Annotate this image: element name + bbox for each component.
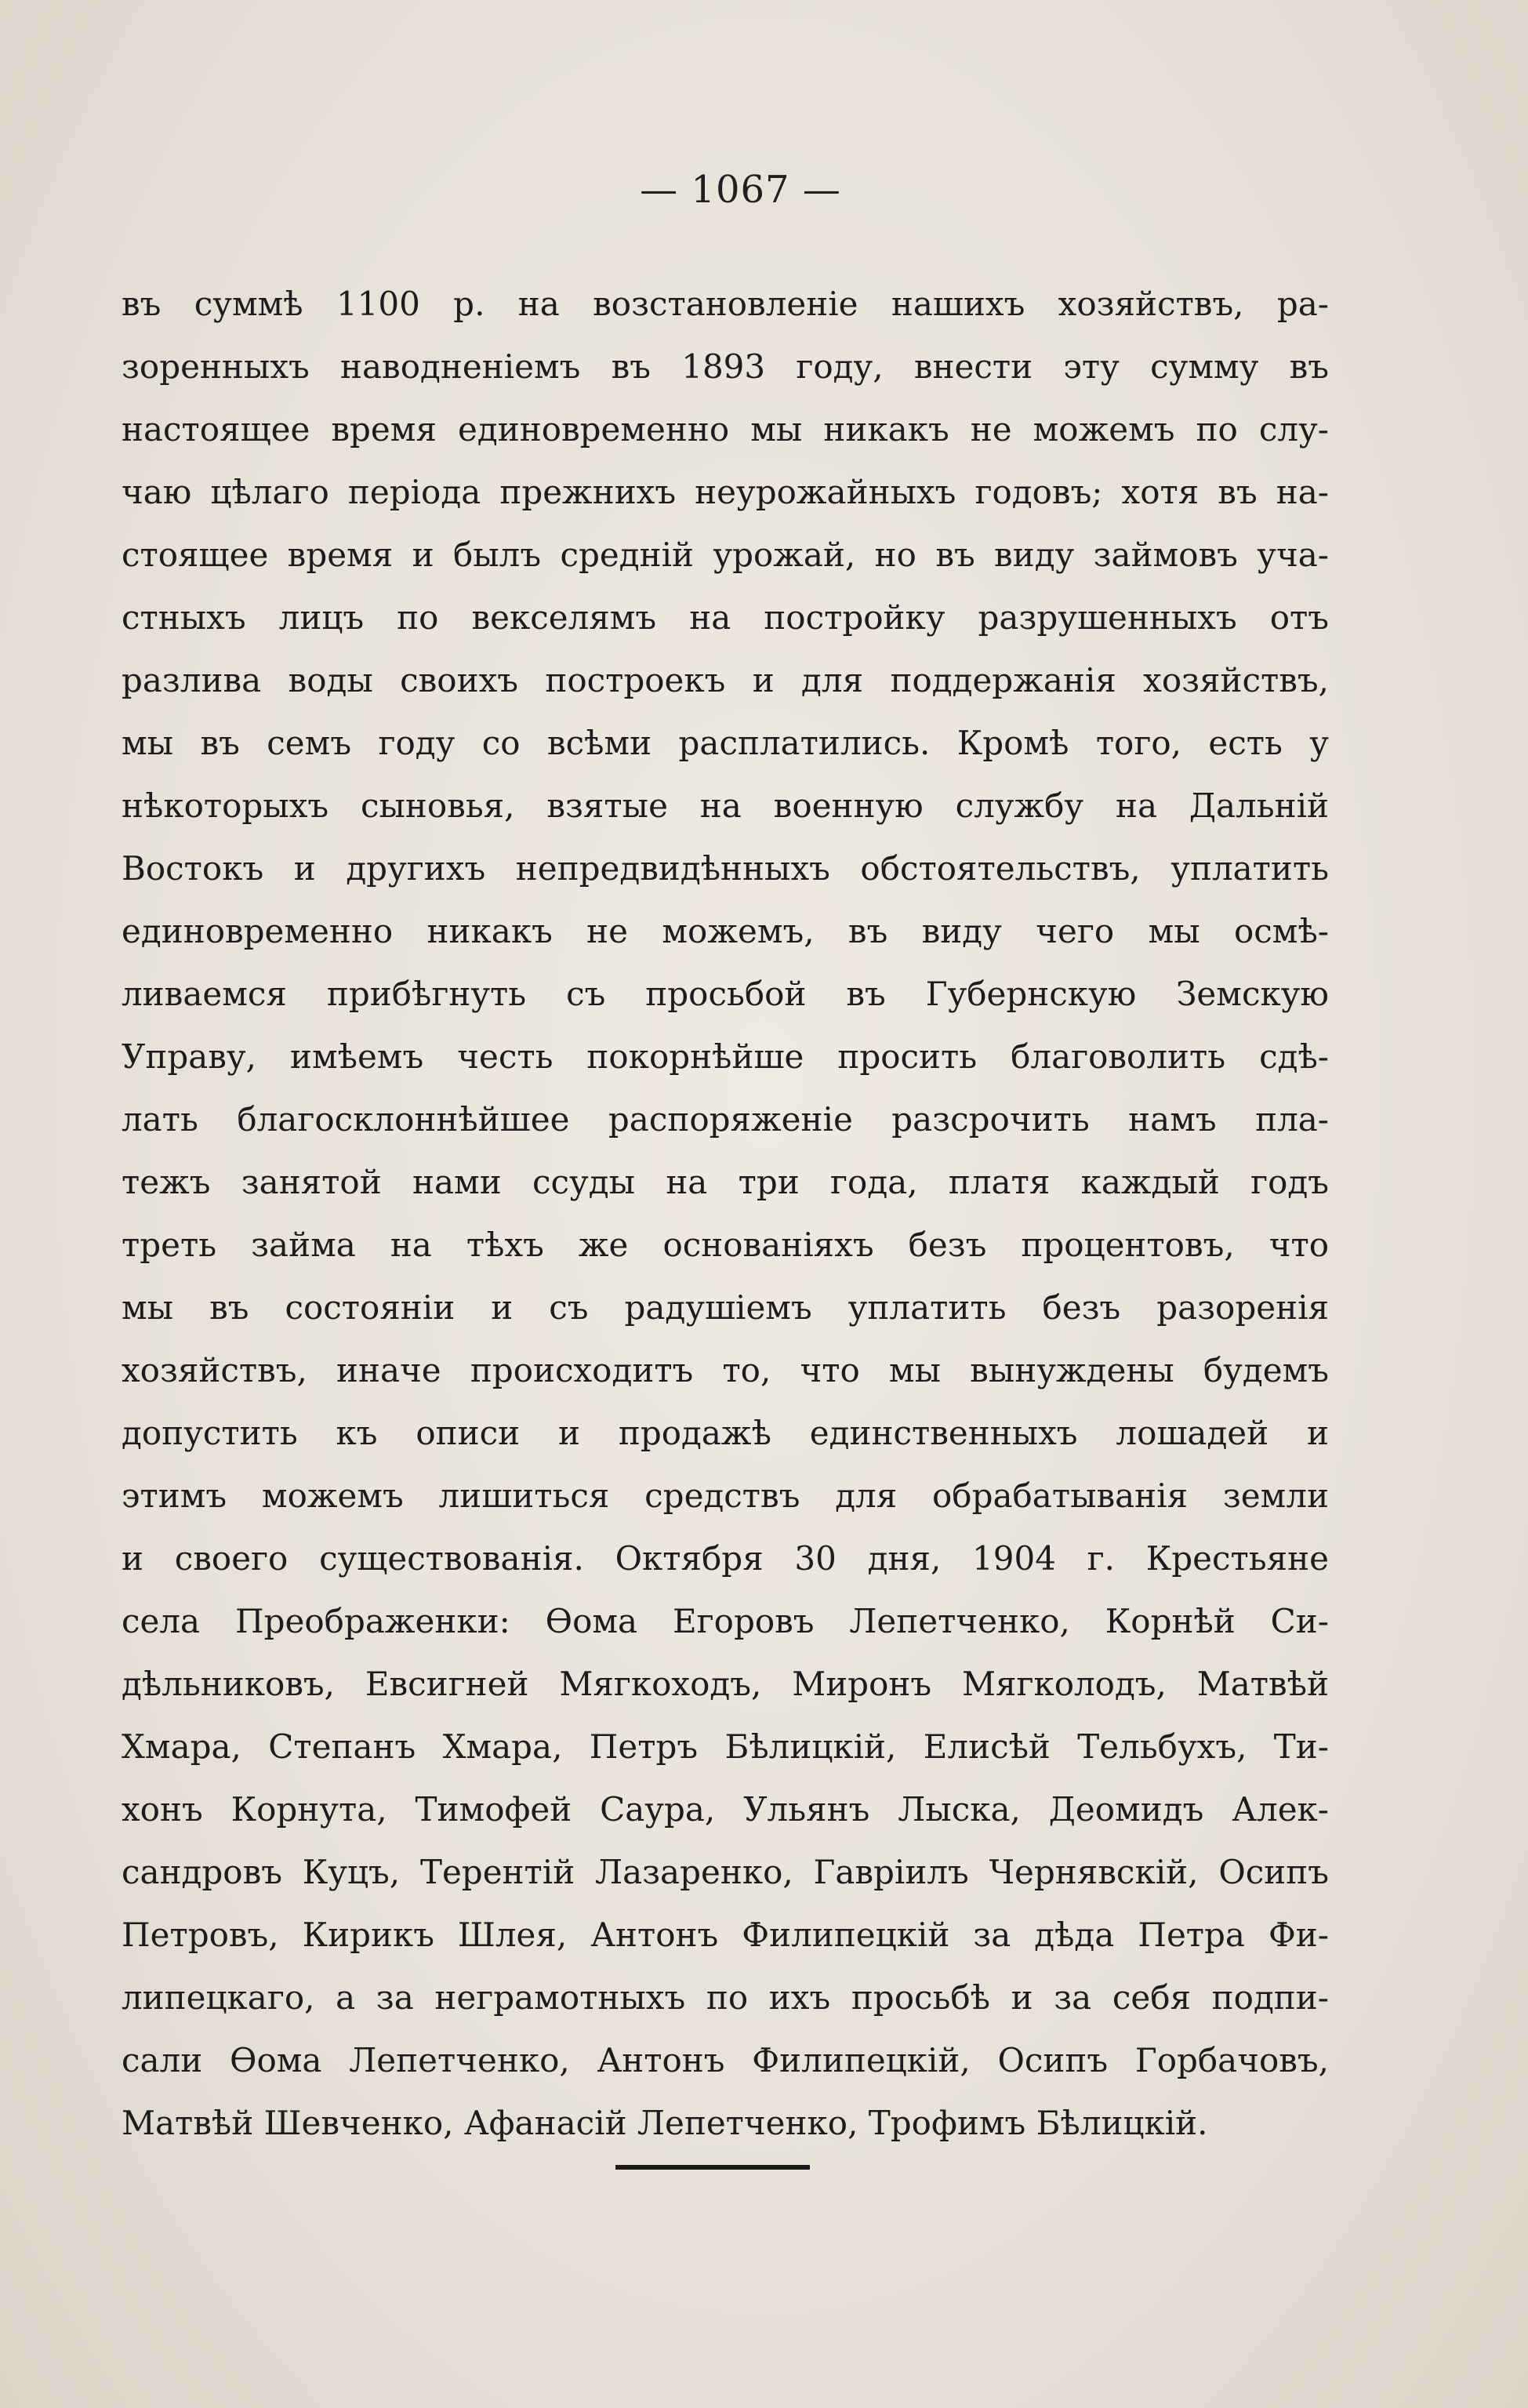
text-line: лать благосклоннѣйшее распоряженіе разсрочить намъ пла- [122, 1100, 1329, 1139]
text-line: мы въ состояніи и съ радушіемъ уплатить безъ разоренія [122, 1288, 1329, 1327]
text-line: стныхъ лицъ по векселямъ на постройку разрушенныхъ отъ [122, 598, 1329, 637]
text-line: Хмара, Степанъ Хмара, Петръ Бѣлицкій, Елисѣй Тельбухъ, Ти- [122, 1727, 1329, 1766]
text-line: ливаемся прибѣгнуть съ просьбой въ Губернскую Земскую [122, 975, 1329, 1013]
text-line: Востокъ и другихъ непредвидѣнныхъ обстоятельствъ, уплатить [122, 849, 1329, 888]
text-line: настоящее время единовременно мы никакъ не можемъ по слу- [122, 410, 1329, 449]
text-line: дѣльниковъ, Евсигней Мягкоходъ, Миронъ Мягколодъ, Матвѣй [122, 1665, 1329, 1703]
text-line: хонъ Корнута, Тимофей Саура, Ульянъ Лыска, Деомидъ Алек- [122, 1790, 1329, 1829]
text-line: допустить къ описи и продажѣ единственныхъ лошадей и [122, 1414, 1329, 1452]
page-number: — 1067 — [640, 168, 841, 212]
text-line: тежъ занятой нами ссуды на три года, платя каждый годъ [122, 1163, 1329, 1201]
text-line: разлива воды своихъ построекъ и для поддержанія хозяйствъ, [122, 661, 1329, 699]
text-line: зоренныхъ наводненіемъ въ 1893 году, внести эту сумму въ [122, 347, 1329, 386]
text-line: мы въ семъ году со всѣми расплатились. Кромѣ того, есть у [122, 724, 1329, 762]
text-line: села Преображенки: Ѳома Егоровъ Лепетченко, Корнѣй Си- [122, 1602, 1329, 1640]
text-line: хозяйствъ, иначе происходитъ то, что мы вынуждены будемъ [122, 1351, 1329, 1389]
closing-rule [615, 2165, 810, 2170]
text-line: этимъ можемъ лишиться средствъ для обрабатыванія земли [122, 1476, 1329, 1515]
text-line: въ суммѣ 1100 р. на возстановленіе нашихъ хозяйствъ, ра- [122, 285, 1329, 323]
text-line: треть займа на тѣхъ же основаніяхъ безъ процентовъ, что [122, 1226, 1329, 1264]
text-line: Управу, имѣемъ честь покорнѣйше просить благоволить сдѣ- [122, 1037, 1329, 1076]
text-line: и своего существованія. Октября 30 дня, 1904 г. Крестьяне [122, 1539, 1329, 1578]
text-line: Матвѣй Шевченко, Афанасій Лепетченко, Трофимъ Бѣлицкій. [122, 2104, 1208, 2142]
text-line: сали Ѳома Лепетченко, Антонъ Филипецкій, Осипъ Горбачовъ, [122, 2041, 1329, 2079]
text-line: нѣкоторыхъ сыновья, взятые на военную службу на Дальній [122, 786, 1329, 825]
text-line: стоящее время и былъ средній урожай, но въ виду займовъ уча- [122, 536, 1329, 574]
text-line: Петровъ, Кирикъ Шлея, Антонъ Филипецкій за дѣда Петра Фи- [122, 1916, 1329, 1954]
text-line: единовременно никакъ не можемъ, въ виду чего мы осмѣ- [122, 912, 1329, 950]
text-line: липецкаго, а за неграмотныхъ по ихъ просьбѣ и за себя подпи- [122, 1978, 1329, 2017]
body-text [122, 273, 1329, 2155]
text-line: чаю цѣлаго періода прежнихъ неурожайныхъ годовъ; хотя въ на- [122, 473, 1329, 511]
text-line: сандровъ Куцъ, Терентій Лазаренко, Гавріилъ Чернявскій, Осипъ [122, 1853, 1329, 1891]
